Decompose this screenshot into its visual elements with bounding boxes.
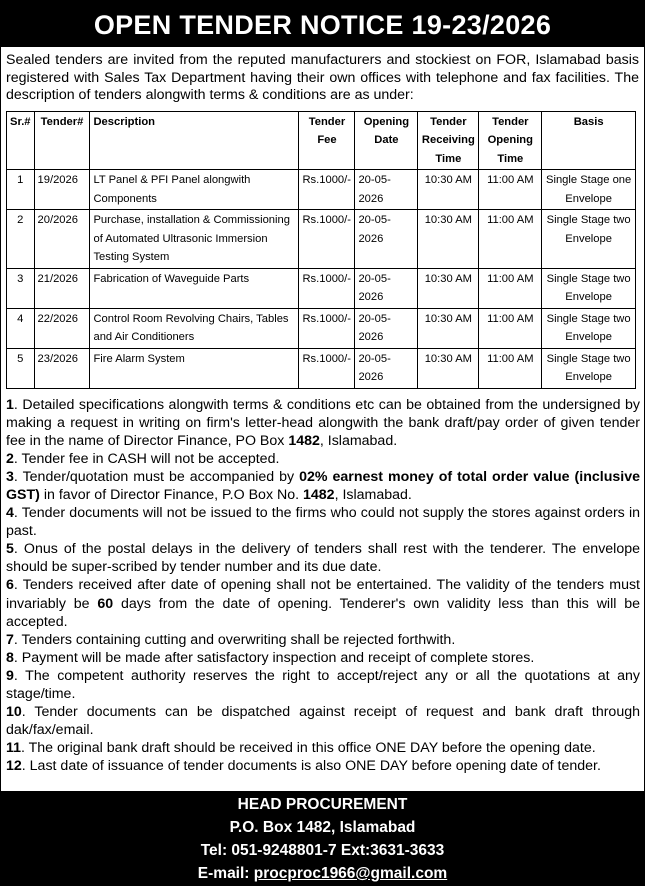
terms-and-conditions <box>1 389 644 776</box>
term-text: . Tender documents will not be issued to the firms who could not supply the stores against orders in past. <box>6 505 640 540</box>
cell-fee: Rs.1000/- <box>299 170 355 210</box>
table-row <box>7 268 636 308</box>
cell-receiving-time: 10:30 AM <box>418 348 479 388</box>
footer-email-link[interactable]: procproc1966@gmail.com <box>253 865 448 882</box>
table-header-row <box>7 111 636 170</box>
term-number: 1 <box>6 396 14 413</box>
header-fee: Tender Fee <box>299 111 355 170</box>
cell-receiving-time: 10:30 AM <box>418 268 479 308</box>
cell-tender: 19/2026 <box>34 170 90 210</box>
footer-contact <box>1 791 644 885</box>
cell-opening-time: 11:00 AM <box>479 268 542 308</box>
term-number: 10 <box>6 704 22 721</box>
term-text: . Tender/quotation must be accompanied by <box>13 468 300 485</box>
cell-sr: 2 <box>7 210 35 269</box>
cell-opening-time: 11:00 AM <box>479 348 542 388</box>
cell-opening-time: 11:00 AM <box>479 210 542 269</box>
cell-fee: Rs.1000/- <box>299 308 355 348</box>
cell-tender: 21/2026 <box>34 268 90 308</box>
term-item <box>6 667 640 703</box>
term-emphasis: 1482 <box>288 432 320 449</box>
table-row <box>7 348 636 388</box>
cell-sr: 5 <box>7 348 35 388</box>
term-item <box>6 739 640 757</box>
cell-opening-date: 20-05-2026 <box>355 308 418 348</box>
cell-opening-date: 20-05-2026 <box>355 268 418 308</box>
tender-table <box>6 111 636 389</box>
cell-description: Fire Alarm System <box>90 348 299 388</box>
term-number: 7 <box>6 631 14 648</box>
cell-tender: 20/2026 <box>34 210 90 269</box>
footer-address: P.O. Box 1482, Islamabad <box>229 819 416 836</box>
footer-email-line <box>1 862 644 885</box>
term-text: . Tenders received after date of opening shall not be entertained. The validity of the tenders must invariably be <box>6 577 640 612</box>
cell-description: Control Room Revolving Chairs, Tables and Air Conditioners <box>90 308 299 348</box>
term-text: . Tender fee in CASH will not be accepted. <box>13 450 280 467</box>
cell-opening-date: 20-05-2026 <box>355 348 418 388</box>
header-tender: Tender# <box>34 111 90 170</box>
term-number: 11 <box>6 740 21 757</box>
cell-receiving-time: 10:30 AM <box>418 308 479 348</box>
term-emphasis: 02% earnest money of total order value (inclusive GST) <box>6 468 640 503</box>
footer-email-label: E-mail: <box>197 865 254 882</box>
term-text: , Islamabad. <box>334 486 412 503</box>
term-text: , Islamabad. <box>319 432 398 449</box>
term-text: . The original bank draft should be received in this office ONE DAY before the opening date. <box>21 740 596 757</box>
cell-opening-time: 11:00 AM <box>479 308 542 348</box>
term-text: . Payment will be made after satisfactory inspection and receipt of complete stores. <box>13 649 535 666</box>
term-number: 4 <box>6 505 14 522</box>
cell-tender: 22/2026 <box>34 308 90 348</box>
term-item <box>6 757 640 775</box>
cell-description: LT Panel & PFI Panel alongwith Components <box>90 170 299 210</box>
intro-paragraph: Sealed tenders are invited from the reputed manufacturers and stockiest on FOR, Islamabad basis registered with Sales Tax Department having their own offices with telephone and fax facilities. The description of tenders alongwith terms & conditions are as under: <box>6 52 639 103</box>
header-opening-time: Tender Opening Time <box>479 111 542 170</box>
cell-receiving-time: 10:30 AM <box>418 170 479 210</box>
cell-description: Fabrication of Waveguide Parts <box>90 268 299 308</box>
notice-title: OPEN TENDER NOTICE 19-23/2026 <box>1 1 644 47</box>
table-row <box>7 308 636 348</box>
cell-fee: Rs.1000/- <box>299 210 355 269</box>
header-receiving-time: Tender Receiving Time <box>418 111 479 170</box>
term-text: . Last date of issuance of tender documents is also ONE DAY before opening date of tender. <box>21 758 601 775</box>
cell-fee: Rs.1000/- <box>299 348 355 388</box>
term-item <box>6 576 640 630</box>
term-number: 6 <box>6 577 14 594</box>
cell-description: Purchase, installation & Commissioning of Automated Ultrasonic Immersion Testing System <box>90 210 299 269</box>
header-basis: Basis <box>542 111 636 170</box>
term-text: . Detailed specifications alongwith terms & conditions etc can be obtained from the undersigned by making a request in writing on firm's letter-head alongwith the bank draft/pay order of given tender fee in the name of Director Finance, PO Box <box>6 396 640 449</box>
term-item <box>6 540 640 576</box>
term-number: 12 <box>6 758 22 775</box>
term-item <box>6 649 640 667</box>
footer-title: HEAD PROCUREMENT <box>237 796 408 813</box>
table-row <box>7 170 636 210</box>
cell-opening-date: 20-05-2026 <box>355 170 418 210</box>
term-number: 8 <box>6 649 14 666</box>
term-number: 3 <box>6 468 14 485</box>
term-number: 2 <box>6 450 14 467</box>
header-opening-date: Opening Date <box>355 111 418 170</box>
term-item <box>6 396 640 450</box>
cell-sr: 4 <box>7 308 35 348</box>
table-row <box>7 210 636 269</box>
cell-basis: Single Stage two Envelope <box>542 268 636 308</box>
cell-basis: Single Stage two Envelope <box>542 348 636 388</box>
term-item <box>6 631 640 649</box>
footer-tel: Tel: 051-9248801-7 Ext:3631-3633 <box>200 842 445 859</box>
cell-basis: Single Stage two Envelope <box>542 210 636 269</box>
cell-fee: Rs.1000/- <box>299 268 355 308</box>
cell-receiving-time: 10:30 AM <box>418 210 479 269</box>
header-sr: Sr.# <box>7 111 35 170</box>
header-description: Description <box>90 111 299 170</box>
cell-basis: Single Stage two Envelope <box>542 308 636 348</box>
term-text: in favor of Director Finance, P.O Box No. <box>39 486 303 503</box>
term-item <box>6 468 640 504</box>
term-text: . The competent authority reserves the right to accept/reject any or all the quotations at any stage/time. <box>6 667 640 702</box>
term-text: days from the date of opening. Tenderer's own validity less than this will be accepted. <box>6 595 640 630</box>
term-item <box>6 450 640 468</box>
cell-opening-time: 11:00 AM <box>479 170 542 210</box>
cell-basis: Single Stage one Envelope <box>542 170 636 210</box>
term-number: 5 <box>6 541 14 558</box>
term-text: . Onus of the postal delays in the delivery of tenders shall rest with the tenderer. The envelope should be super-scribed by tender number and its due date. <box>6 541 640 576</box>
term-item <box>6 504 640 540</box>
cell-tender: 23/2026 <box>34 348 90 388</box>
term-text: . Tender documents can be dispatched against receipt of request and bank draft through dak/fax/email. <box>6 704 640 739</box>
cell-sr: 3 <box>7 268 35 308</box>
term-item <box>6 703 640 739</box>
cell-opening-date: 20-05-2026 <box>355 210 418 269</box>
term-text: . Tenders containing cutting and overwriting shall be rejected forthwith. <box>13 631 456 648</box>
cell-sr: 1 <box>7 170 35 210</box>
term-number: 9 <box>6 667 14 684</box>
term-emphasis: 60 <box>97 595 114 612</box>
term-emphasis: 1482 <box>303 486 335 503</box>
